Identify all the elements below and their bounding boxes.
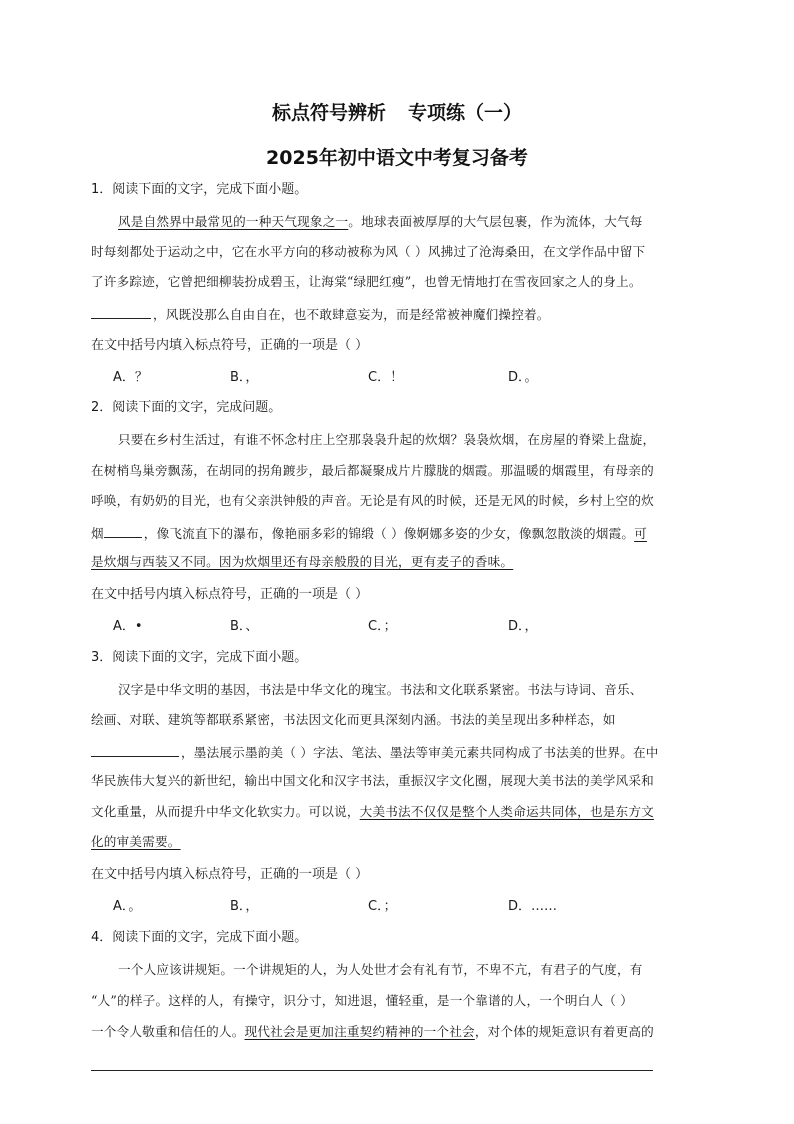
q3-stem: 3．阅读下面的文字，完成下面小题。	[91, 650, 308, 665]
q3-para-line-5	[91, 803, 711, 821]
q1-line1-rest: 。地球表面被厚厚的大气层包裹，作为流体，大气每	[348, 214, 643, 229]
q4-para-line-3	[91, 1023, 711, 1041]
q3-para-line-1: 汉字是中华文明的基因，书法是中华文化的瑰宝。书法和文化联系紧密。书法与诗词、音乐、	[118, 682, 643, 697]
page-subtitle: 2025年初中语文中考复习备考	[266, 147, 528, 169]
q1-option-c[interactable]: C．！	[368, 370, 404, 385]
q1-para-line-3: 了许多踪迹，它曾把细柳装扮成碧玉，让海棠“绿肥红瘦”，也曾无情地打在雪夜回家之人的身上。	[91, 274, 642, 289]
q2-stem: 2．阅读下面的文字，完成问题。	[91, 400, 282, 415]
q3-option-a[interactable]: A．。	[113, 899, 142, 914]
q2-para-line-5	[91, 553, 711, 571]
page-bottom-rule	[91, 1070, 653, 1071]
q2-para-line-1: 只要在乡村生活过，有谁不怀念村庄上空那袅袅升起的炊烟？袅袅炊烟，在房屋的脊梁上盘旋，	[118, 432, 656, 447]
fill-blank[interactable]	[91, 742, 179, 757]
q2-line4-start: 烟	[91, 526, 104, 541]
q1-underlined-sentence: 风是自然界中最常见的一种天气现象之一	[118, 214, 349, 229]
q3-option-c[interactable]: C．；	[368, 899, 397, 914]
q4-underlined-sentence: 现代社会是更加注重契约精神的一个社会	[244, 1024, 475, 1039]
q2-para-line-4	[91, 523, 711, 543]
q3-line3-text: ，墨法展示墨韵美（ ）字法、笔法、墨法等审美元素共同构成了书法美的世界。在中	[181, 745, 659, 760]
q1-option-d[interactable]: D．。	[508, 370, 538, 385]
q2-option-d[interactable]: D．，	[508, 619, 538, 634]
page-title	[0, 98, 794, 125]
q4-para-line-2: “人”的样子。这样的人，有操守，识分寸，知进退，懂轻重，是一个靠谱的人，一个明白人（ ）	[91, 993, 634, 1008]
title-part-b: 专项练（一）	[408, 102, 523, 124]
q1-para-line-1	[118, 213, 738, 231]
q1-para-line-2: 时每刻都处于运动之中，它在水平方向的移动被称为风（ ）风拂过了沧海桑田，在文学作品中留下	[91, 244, 646, 259]
q2-underlined-sentence: 是炊烟与西装又不同。因为炊烟里还有母亲般殷的目光，更有麦子的香味。	[91, 554, 514, 569]
q3-para-line-2: 绘画、对联、建筑等都联系紧密，书法因文化而更具深刻内涵。书法的美呈现出多种样态，如	[91, 712, 616, 727]
q1-para-line-4	[91, 304, 711, 324]
fill-blank[interactable]	[104, 523, 142, 538]
q4-line3-end: ，对个体的规矩意识有着更高的	[474, 1024, 654, 1039]
q3-para-line-6	[91, 833, 711, 851]
q2-para-line-2: 在树梢鸟巢旁飘荡，在胡同的拐角踱步，最后都凝聚成片片朦胧的烟霞。那温暖的烟霞里，有母亲的	[91, 463, 654, 478]
title-part-a: 标点符号辨析	[271, 102, 386, 124]
q3-para-line-4: 华民族伟大复兴的新世纪，输出中国文化和汉字书法，重振汉字文化圈，展现大美书法的美学风采和	[91, 773, 654, 788]
q3-option-b[interactable]: B．，	[230, 899, 259, 914]
q1-option-b[interactable]: B．，	[230, 370, 259, 385]
q3-underlined-end: 化的审美需要。	[91, 834, 181, 849]
q3-para-line-3	[91, 742, 711, 762]
q2-prompt: 在文中括号内填入标点符号，正确的一项是（ ）	[91, 587, 369, 602]
q4-line3-start: 一个令人敬重和信任的人。	[91, 1024, 245, 1039]
q2-underlined-start: 可	[634, 526, 647, 541]
q3-option-d[interactable]: D．……	[508, 899, 558, 914]
q1-stem: 1．阅读下面的文字，完成下面小题。	[91, 182, 308, 197]
q4-para-line-1: 一个人应该讲规矩。一个讲规矩的人，为人处世才会有礼有节，不卑不亢，有君子的气度，有	[118, 962, 643, 977]
q1-line4-text: ，风既没那么自由自在，也不敢肆意妄为，而是经常被神魔们操控着。	[153, 307, 550, 322]
q2-para-line-3: 呼唤，有奶奶的目光，也有父亲洪钟般的声音。无论是有风的时候，还是无风的时候，乡村上空的炊	[91, 493, 654, 508]
q3-line5-start: 文化重量，从而提升中华文化软实力。可以说，	[91, 804, 360, 819]
q2-option-a[interactable]: A．•	[113, 619, 143, 634]
q4-stem: 4．阅读下面的文字，完成下面小题。	[91, 930, 308, 945]
q1-prompt: 在文中括号内填入标点符号，正确的一项是（ ）	[91, 338, 369, 353]
q3-underlined-sentence: 大美书法不仅仅是整个人类命运共同体，也是东方文	[359, 804, 654, 819]
q2-option-c[interactable]: C．；	[368, 619, 397, 634]
q1-option-a[interactable]: A．？	[113, 370, 148, 385]
q2-option-b[interactable]: B．、	[230, 619, 259, 634]
fill-blank[interactable]	[91, 304, 151, 319]
q2-line4-text: ，像飞流直下的瀑布，像艳丽多彩的锦缎（ ）像婀娜多姿的少女，像飘忽散淡的烟霞。	[143, 526, 635, 541]
q3-prompt: 在文中括号内填入标点符号，正确的一项是（ ）	[91, 867, 369, 882]
